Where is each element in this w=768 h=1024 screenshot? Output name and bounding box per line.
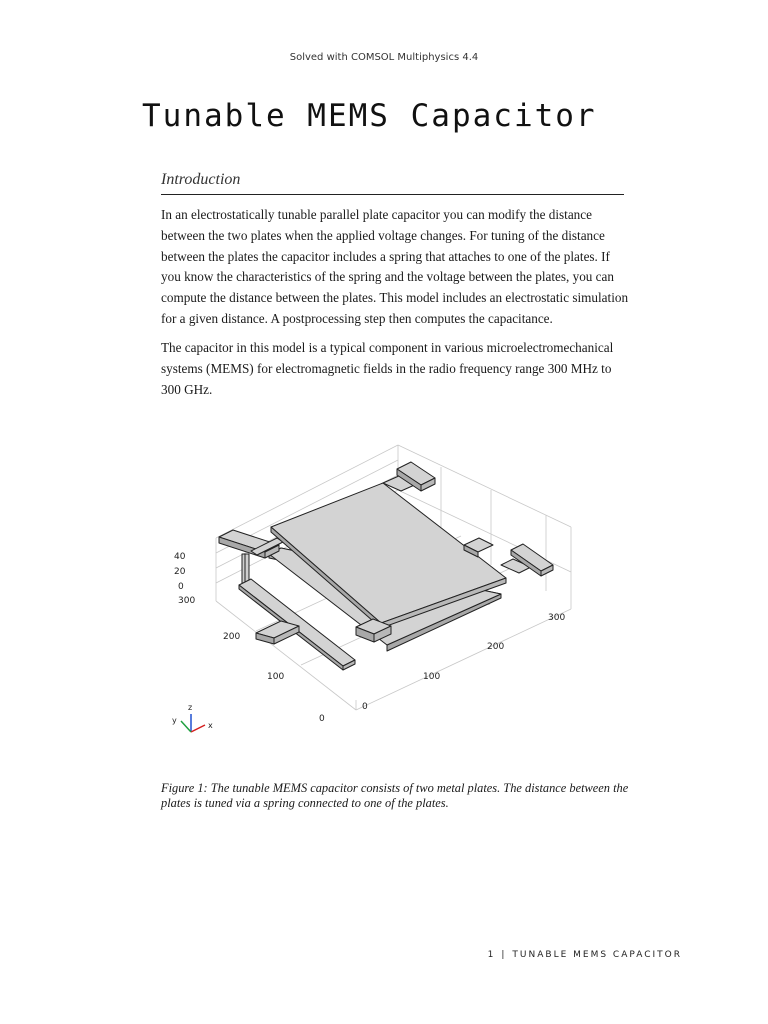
intro-paragraph-1: In an electrostatically tunable parallel plate capacitor you can modify the distance between the two plates when the applied voltage changes. For tuning of the distance between the plates the capacitor includes a spring that attaches to one of the plates. If you know the characteristics of the spring and the voltage between the plates, you can compute the distance between the plates. This model includes an electrostatic simulation for a given distance. A postprocessing step then computes the capacitance. — [161, 207, 629, 326]
right-axis-tick-100: 100 — [423, 672, 441, 682]
figure-mems-capacitor — [161, 405, 593, 770]
left-axis-tick-200: 200 — [223, 632, 241, 642]
right-axis-tick-200: 200 — [487, 642, 505, 652]
right-axis-tick-0: 0 — [362, 702, 368, 712]
left-axis-tick-0: 0 — [319, 714, 325, 724]
left-axis-tick-100: 100 — [267, 672, 285, 682]
triad-y-axis — [181, 721, 191, 732]
intro-paragraph-2: The capacitor in this model is a typical component in various microelectromechanical systems (MEMS) for electromagnetic fields in the radio frequency range 300 MHz to 300 GHz. — [161, 340, 614, 397]
footer-separator: | — [501, 950, 507, 960]
header-note: Solved with COMSOL Multiphysics 4.4 — [289, 52, 479, 63]
page-footer — [488, 950, 682, 960]
left-axis-tick-300: 300 — [178, 596, 196, 606]
z-tick-20: 20 — [174, 567, 186, 577]
page-number: 1 — [487, 950, 496, 960]
z-tick-0: 0 — [178, 582, 184, 592]
triad-y-label: y — [172, 716, 177, 725]
top-plate — [271, 462, 553, 642]
triad-z-label: z — [188, 703, 193, 712]
right-axis-tick-300: 300 — [548, 613, 566, 623]
figure-caption: Figure 1: The tunable MEMS capacitor consists of two metal plates. The distance between the plates is tuned via a spring connected to one of the plates. — [161, 781, 629, 810]
document-title: Tunable MEMS Capacitor — [142, 98, 597, 134]
z-tick-40: 40 — [174, 552, 186, 562]
running-title: TUNABLE MEMS CAPACITOR — [512, 950, 682, 960]
triad-x-label: x — [208, 721, 213, 730]
section-heading-introduction: Introduction — [161, 171, 624, 195]
figure-drawing — [161, 405, 593, 770]
triad-x-axis — [191, 725, 205, 732]
orientation-triad — [172, 703, 213, 732]
